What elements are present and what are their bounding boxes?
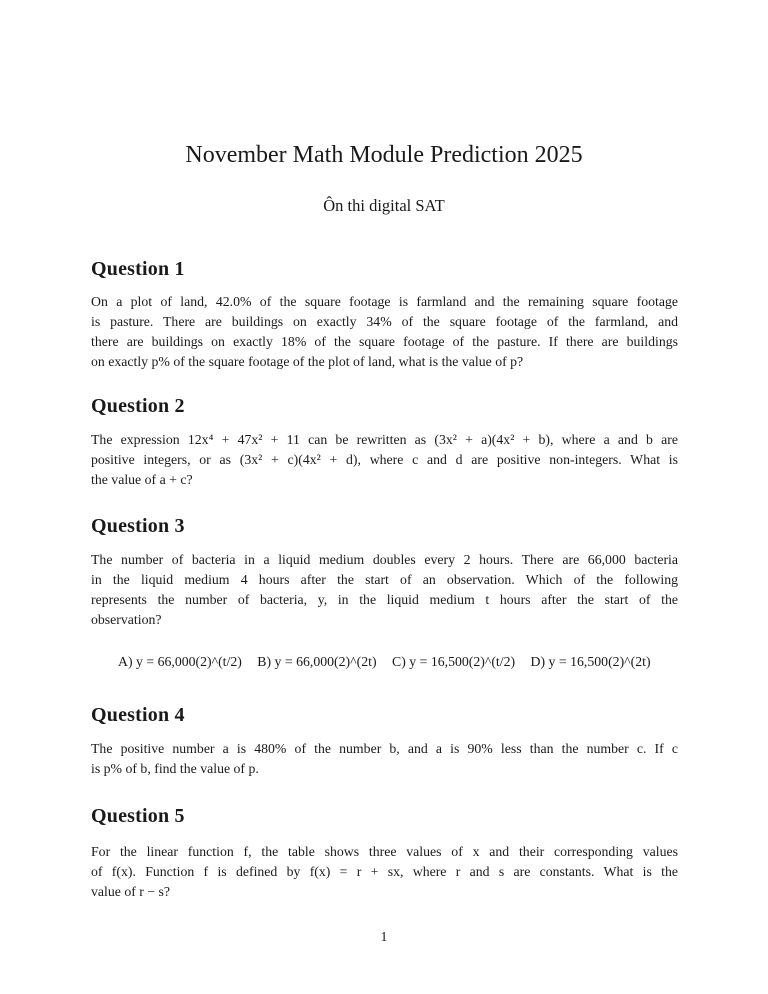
choice-d: D) y = 16,500(2)^(2t)	[530, 654, 651, 669]
question-4-line: The positive number a is 480% of the number b, and a is 90% less than the number c. If c	[91, 741, 678, 756]
question-3-choices	[118, 654, 663, 670]
question-5-heading: Question 5	[91, 805, 185, 827]
page-number: 1	[380, 929, 388, 944]
question-1-line: On a plot of land, 42.0% of the square footage is farmland and the remaining square footage	[91, 294, 678, 309]
question-3-line: The number of bacteria in a liquid medium doubles every 2 hours. There are 66,000 bacteria	[91, 552, 678, 567]
question-2-line: The expression 12x⁴ + 47x² + 11 can be rewritten as (3x² + a)(4x² + b), where a and b are	[91, 432, 678, 447]
question-1-line: on exactly p% of the square footage of the plot of land, what is the value of p?	[91, 354, 524, 369]
question-4-text	[91, 739, 678, 779]
question-2-line: the value of a + c?	[91, 472, 193, 487]
question-1-line: there are buildings on exactly 18% of the square footage of the pasture. If there are buildings	[91, 334, 678, 349]
document-subtitle: Ôn thi digital SAT	[323, 196, 445, 215]
question-1-line: is pasture. There are buildings on exactly 34% of the square footage of the farmland, and	[91, 314, 678, 329]
question-3-heading: Question 3	[91, 515, 185, 537]
question-2-heading: Question 2	[91, 395, 185, 417]
question-5-line: For the linear function f, the table shows three values of x and their corresponding values	[91, 844, 678, 859]
choice-a: A) y = 66,000(2)^(t/2)	[118, 654, 242, 669]
choice-c: C) y = 16,500(2)^(t/2)	[392, 654, 516, 669]
question-3-line: in the liquid medium 4 hours after the start of an observation. Which of the following	[91, 572, 678, 587]
question-5-text	[91, 842, 678, 902]
question-1-text	[91, 292, 678, 372]
question-4-heading: Question 4	[91, 704, 185, 726]
document-title: November Math Module Prediction 2025	[185, 142, 583, 168]
question-4-line: is p% of b, find the value of p.	[91, 761, 259, 776]
question-1-heading: Question 1	[91, 258, 185, 280]
question-5-line: value of r − s?	[91, 884, 171, 899]
question-3-line: observation?	[91, 612, 162, 627]
question-3-text	[91, 550, 678, 630]
question-2-text	[91, 430, 678, 490]
choice-b: B) y = 66,000(2)^(2t)	[257, 654, 377, 669]
question-3-line: represents the number of bacteria, y, in the liquid medium t hours after the start of the	[91, 592, 678, 607]
question-2-line: positive integers, or as (3x² + c)(4x² + d), where c and d are positive non-integers. What is	[91, 452, 678, 467]
question-5-line: of f(x). Function f is defined by f(x) = r + sx, where r and s are constants. What is the	[91, 864, 678, 879]
